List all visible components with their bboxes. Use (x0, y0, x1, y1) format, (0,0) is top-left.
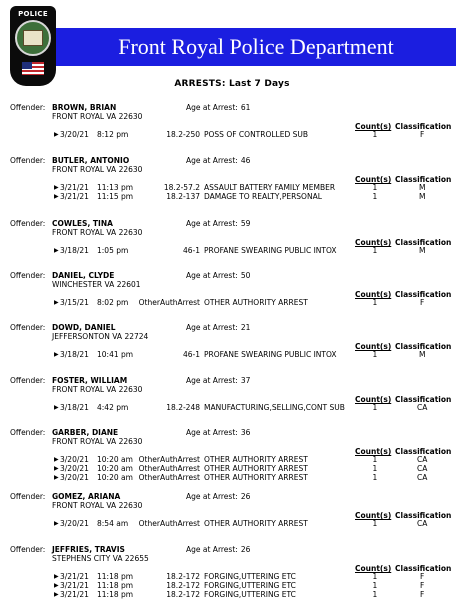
police-badge-icon (10, 6, 56, 86)
report-header (10, 6, 456, 86)
charge-description: PROFANE SWEARING PUBLIC INTOX (204, 350, 337, 359)
charge-time: 10:20 am (97, 455, 133, 464)
charge-time: 8:54 am (97, 519, 129, 528)
charge-classification: CA (417, 403, 428, 412)
offender-name: BROWN, BRIAN (52, 103, 117, 112)
bullet-arrow-icon: ▶ (54, 193, 59, 200)
offender-name: DANIEL, CLYDE (52, 271, 115, 280)
offender-label: Offender: (10, 545, 46, 554)
charge-time: 11:13 pm (97, 183, 134, 192)
bullet-arrow-icon: ▶ (54, 404, 59, 411)
age-label: Age at Arrest: (186, 376, 238, 385)
age-at-arrest (186, 376, 250, 385)
charge-time: 8:12 pm (97, 130, 129, 139)
charge-classification: F (420, 590, 425, 599)
offender-name: BUTLER, ANTONIO (52, 156, 130, 165)
charge-count: 1 (372, 192, 378, 201)
age-at-arrest (186, 103, 250, 112)
charge-count: 1 (372, 130, 378, 139)
charge-date: 3/18/21 (60, 403, 89, 412)
charge-statute: 18.2-248 (166, 403, 200, 412)
charge-description: OTHER AUTHORITY ARREST (204, 519, 308, 528)
bullet-arrow-icon: ▶ (54, 474, 59, 481)
charge-time: 11:18 pm (97, 590, 134, 599)
charge-statute: OtherAuthArrest (138, 455, 200, 464)
count-header: Count(s) (355, 511, 392, 520)
charge-time: 8:02 pm (97, 298, 129, 307)
offender-address: FRONT ROYAL VA 22630 (52, 385, 143, 394)
charge-statute: 46-1 (182, 246, 200, 255)
charge-description: DAMAGE TO REALTY,PERSONAL (204, 192, 322, 201)
bullet-arrow-icon: ▶ (54, 582, 59, 589)
count-header: Count(s) (355, 447, 392, 456)
charge-date: 3/21/21 (60, 590, 89, 599)
charge-time: 10:20 am (97, 464, 133, 473)
department-title: Front Royal Police Department (56, 28, 456, 66)
charge-description: MANUFACTURING,SELLING,CONT SUB (204, 403, 345, 412)
offender-name: GOMEZ, ARIANA (52, 492, 121, 501)
bullet-arrow-icon: ▶ (54, 465, 59, 472)
charge-statute: 18.2-172 (166, 581, 200, 590)
charge-date: 3/18/21 (60, 246, 89, 255)
charge-date: 3/20/21 (60, 464, 89, 473)
bullet-arrow-icon: ▶ (54, 131, 59, 138)
us-flag-icon (22, 62, 44, 75)
charge-classification: F (420, 298, 425, 307)
charge-classification: M (419, 350, 426, 359)
offender-label: Offender: (10, 219, 46, 228)
bullet-arrow-icon: ▶ (54, 591, 59, 598)
offender-label: Offender: (10, 492, 46, 501)
age-value: 36 (240, 428, 251, 437)
charge-classification: M (419, 183, 426, 192)
count-header: Count(s) (355, 175, 392, 184)
charge-statute: 46-1 (182, 350, 200, 359)
bullet-arrow-icon: ▶ (54, 299, 59, 306)
age-label: Age at Arrest: (186, 103, 238, 112)
offender-label: Offender: (10, 156, 46, 165)
bullet-arrow-icon: ▶ (54, 456, 59, 463)
charge-description: OTHER AUTHORITY ARREST (204, 473, 308, 482)
badge-text: POLICE (18, 10, 48, 18)
charge-statute: 18.2-137 (166, 192, 200, 201)
offender-label: Offender: (10, 103, 46, 112)
bullet-arrow-icon: ▶ (54, 520, 59, 527)
charge-count: 1 (372, 519, 378, 528)
offender-address: FRONT ROYAL VA 22630 (52, 437, 143, 446)
charge-count: 1 (372, 455, 378, 464)
charge-classification: CA (417, 455, 428, 464)
age-label: Age at Arrest: (186, 271, 238, 280)
charge-date: 3/15/21 (60, 298, 89, 307)
classification-header: Classification (395, 342, 452, 351)
charge-classification: CA (417, 464, 428, 473)
age-value: 37 (240, 376, 251, 385)
bullet-arrow-icon: ▶ (54, 351, 59, 358)
offender-address: FRONT ROYAL VA 22630 (52, 501, 143, 510)
charge-classification: F (420, 581, 425, 590)
charge-description: OTHER AUTHORITY ARREST (204, 298, 308, 307)
charge-description: FORGING,UTTERING ETC (204, 572, 296, 581)
offender-label: Offender: (10, 323, 46, 332)
charge-date: 3/18/21 (60, 350, 89, 359)
offender-name: JEFFRIES, TRAVIS (52, 545, 125, 554)
bullet-arrow-icon: ▶ (54, 247, 59, 254)
charge-count: 1 (372, 464, 378, 473)
offender-address: FRONT ROYAL VA 22630 (52, 112, 143, 121)
charge-classification: CA (417, 473, 428, 482)
age-value: 59 (240, 219, 251, 228)
bullet-arrow-icon: ▶ (54, 184, 59, 191)
charge-time: 11:18 pm (97, 572, 134, 581)
age-value: 26 (240, 545, 251, 554)
classification-header: Classification (395, 564, 452, 573)
age-label: Age at Arrest: (186, 492, 238, 501)
charge-count: 1 (372, 581, 378, 590)
classification-header: Classification (395, 238, 452, 247)
offender-address: STEPHENS CITY VA 22655 (52, 554, 149, 563)
charge-count: 1 (372, 350, 378, 359)
charge-statute: 18.2-172 (166, 590, 200, 599)
report-title: ARRESTS: Last 7 Days (174, 79, 290, 89)
age-at-arrest (186, 323, 250, 332)
charge-statute: OtherAuthArrest (138, 473, 200, 482)
age-label: Age at Arrest: (186, 156, 238, 165)
charge-statute: OtherAuthArrest (138, 519, 200, 528)
charge-classification: M (419, 246, 426, 255)
charge-count: 1 (372, 183, 378, 192)
charge-classification: M (419, 192, 426, 201)
count-header: Count(s) (355, 564, 392, 573)
classification-header: Classification (395, 395, 452, 404)
age-label: Age at Arrest: (186, 323, 238, 332)
charge-date: 3/20/21 (60, 455, 89, 464)
age-value: 50 (240, 271, 251, 280)
charge-time: 10:20 am (97, 473, 133, 482)
offender-address: WINCHESTER VA 22601 (52, 280, 141, 289)
offender-name: DOWD, DANIEL (52, 323, 116, 332)
count-header: Count(s) (355, 290, 392, 299)
age-label: Age at Arrest: (186, 219, 238, 228)
charge-description: FORGING,UTTERING ETC (204, 581, 296, 590)
charge-time: 11:15 pm (97, 192, 134, 201)
age-label: Age at Arrest: (186, 428, 238, 437)
age-value: 21 (240, 323, 251, 332)
charge-time: 10:41 pm (97, 350, 134, 359)
charge-date: 3/21/21 (60, 581, 89, 590)
classification-header: Classification (395, 290, 452, 299)
charge-time: 4:42 pm (97, 403, 129, 412)
charge-date: 3/20/21 (60, 130, 89, 139)
age-value: 26 (240, 492, 251, 501)
age-at-arrest (186, 545, 250, 554)
charge-statute: OtherAuthArrest (138, 464, 200, 473)
charge-description: POSS OF CONTROLLED SUB (204, 130, 309, 139)
charge-count: 1 (372, 246, 378, 255)
charge-classification: CA (417, 519, 428, 528)
offender-label: Offender: (10, 428, 46, 437)
age-at-arrest (186, 428, 250, 437)
offender-name: FOSTER, WILLIAM (52, 376, 128, 385)
charge-statute: OtherAuthArrest (138, 298, 200, 307)
age-at-arrest (186, 271, 250, 280)
offender-address: FRONT ROYAL VA 22630 (52, 165, 143, 174)
charge-description: PROFANE SWEARING PUBLIC INTOX (204, 246, 337, 255)
count-header: Count(s) (355, 395, 392, 404)
charge-statute: 18.2-250 (166, 130, 200, 139)
charge-classification: F (420, 130, 425, 139)
charge-statute: 18.2-172 (166, 572, 200, 581)
offender-label: Offender: (10, 271, 46, 280)
offender-label: Offender: (10, 376, 46, 385)
charge-time: 1:05 pm (97, 246, 129, 255)
offender-address: FRONT ROYAL VA 22630 (52, 228, 143, 237)
age-at-arrest (186, 219, 250, 228)
offender-name: GARBER, DIANE (52, 428, 119, 437)
charge-description: OTHER AUTHORITY ARREST (204, 455, 308, 464)
classification-header: Classification (395, 122, 452, 131)
charge-description: OTHER AUTHORITY ARREST (204, 464, 308, 473)
charge-count: 1 (372, 572, 378, 581)
town-seal-icon (15, 20, 51, 56)
charge-count: 1 (372, 590, 378, 599)
classification-header: Classification (395, 175, 452, 184)
count-header: Count(s) (355, 122, 392, 131)
charge-statute: 18.2-57.2 (163, 183, 200, 192)
charge-date: 3/21/21 (60, 192, 89, 201)
count-header: Count(s) (355, 342, 392, 351)
offender-address: JEFFERSONTON VA 22724 (52, 332, 149, 341)
classification-header: Classification (395, 447, 452, 456)
classification-header: Classification (395, 511, 452, 520)
charge-count: 1 (372, 298, 378, 307)
bullet-arrow-icon: ▶ (54, 573, 59, 580)
age-value: 61 (240, 103, 251, 112)
age-value: 46 (240, 156, 251, 165)
charge-description: FORGING,UTTERING ETC (204, 590, 296, 599)
age-at-arrest (186, 492, 250, 501)
charge-date: 3/20/21 (60, 519, 89, 528)
age-at-arrest (186, 156, 250, 165)
charge-description: ASSAULT BATTERY FAMILY MEMBER (204, 183, 336, 192)
charge-date: 3/20/21 (60, 473, 89, 482)
charge-time: 11:18 pm (97, 581, 134, 590)
charge-classification: F (420, 572, 425, 581)
charge-date: 3/21/21 (60, 183, 89, 192)
age-label: Age at Arrest: (186, 545, 238, 554)
count-header: Count(s) (355, 238, 392, 247)
offender-name: COWLES, TINA (52, 219, 113, 228)
charge-date: 3/21/21 (60, 572, 89, 581)
charge-count: 1 (372, 473, 378, 482)
charge-count: 1 (372, 403, 378, 412)
